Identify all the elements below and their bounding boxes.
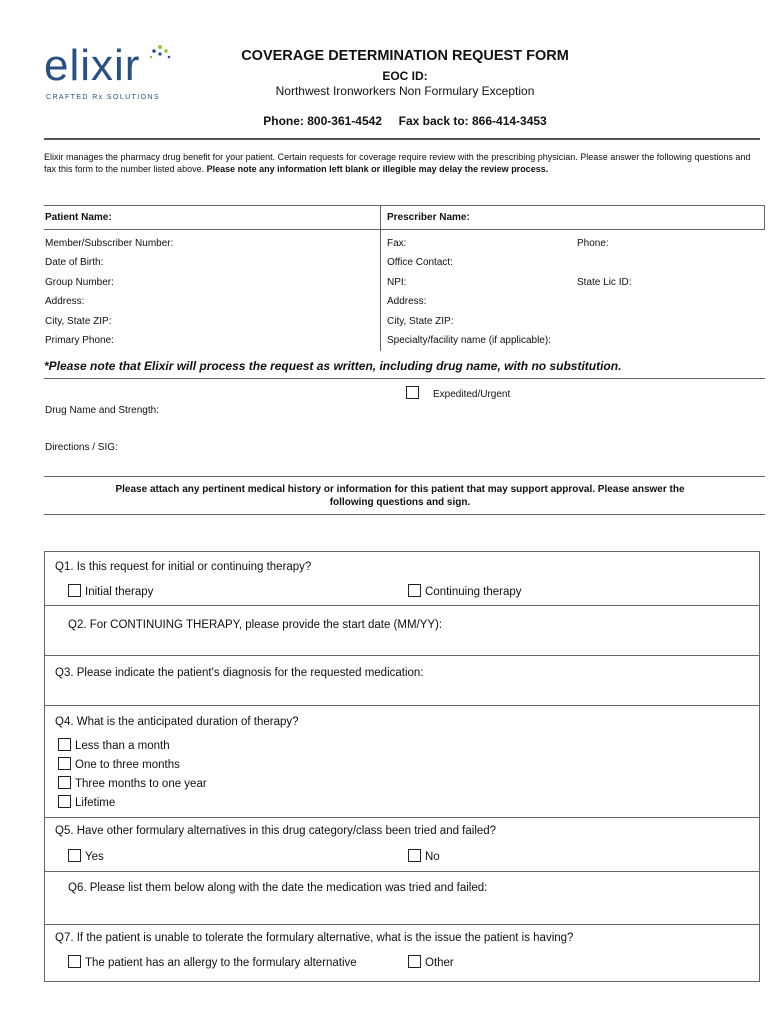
q6-rule <box>44 924 760 925</box>
q4-label-less-month: Less than a month <box>75 740 170 752</box>
attach-bottom-rule <box>44 514 765 515</box>
q5-yes-option[interactable] <box>68 849 104 863</box>
attach-instructions <box>60 483 740 509</box>
table-column-divider <box>380 205 381 351</box>
intro-text <box>44 151 756 175</box>
drug-bottom-rule <box>44 476 765 477</box>
drug-name-label: Drug Name and Strength: <box>45 405 159 416</box>
q4-option-three-year[interactable] <box>58 776 207 790</box>
q1-text: Q1. Is this request for initial or continuing therapy? <box>55 561 312 573</box>
note-rule <box>44 378 765 379</box>
attach-line-2: following questions and sign. <box>329 497 471 508</box>
q1-rule <box>44 605 760 606</box>
prescriber-city-label: City, State ZIP: <box>387 316 454 327</box>
state-lic-label: State Lic ID: <box>577 277 632 288</box>
q5-no-option[interactable] <box>408 849 440 863</box>
table-top-rule <box>44 205 765 206</box>
q4-label-lifetime: Lifetime <box>75 797 116 809</box>
q4-option-one-three[interactable] <box>58 757 180 771</box>
form-title: COVERAGE DETERMINATION REQUEST FORM <box>241 48 569 64</box>
q1-continuing-label: Continuing therapy <box>425 586 522 598</box>
q3-rule <box>44 705 760 706</box>
q5-text: Q5. Have other formulary alternatives in this drug category/class been tried and failed? <box>55 825 497 837</box>
patient-address-label: Address: <box>45 296 85 307</box>
table-right-edge <box>764 205 765 229</box>
group-number-label: Group Number: <box>45 277 114 288</box>
eoc-id-label: EOC ID: <box>382 69 428 83</box>
q4-checkbox-three-year[interactable] <box>58 776 71 789</box>
q7-allergy-label: The patient has an allergy to the formulary alternative <box>85 957 357 969</box>
q1-initial-label: Initial therapy <box>85 586 154 598</box>
q2-rule <box>44 655 760 656</box>
phone-fax-line: Phone: 800-361-4542 Fax back to: 866-414-3453 <box>263 114 547 128</box>
q7-allergy-checkbox[interactable] <box>68 955 81 968</box>
q1-continuing-checkbox[interactable] <box>408 584 421 597</box>
q4-checkbox-lifetime[interactable] <box>58 795 71 808</box>
elixir-logo <box>44 41 174 106</box>
q4-text: Q4. What is the anticipated duration of therapy? <box>55 716 299 728</box>
logo-tagline: CRAFTED Rx SOLUTIONS <box>46 94 160 101</box>
patient-city-label: City, State ZIP: <box>45 316 112 327</box>
substitution-note: *Please note that Elixir will process the request as written, including drug name, with no substitution. <box>44 359 622 373</box>
intro-body: Elixir manages the pharmacy drug benefit for your patient. Certain requests for coverage require review with the prescribing physician. Please answer the following questions and fax this form to the number listed above. <box>44 152 751 174</box>
q4-checkbox-less-month[interactable] <box>58 738 71 751</box>
attach-line-1: Please attach any pertinent medical history or information for this patient that may support approval. Please answer the <box>115 484 685 495</box>
q4-option-lifetime[interactable] <box>58 795 115 809</box>
q4-rule <box>44 817 760 818</box>
patient-name-label: Patient Name: <box>45 212 112 223</box>
plan-name: Northwest Ironworkers Non Formulary Exception <box>275 84 535 98</box>
prescriber-phone-label: Phone: <box>577 238 609 249</box>
q5-no-checkbox[interactable] <box>408 849 421 862</box>
prescriber-name-label: Prescriber Name: <box>387 212 470 223</box>
q2-text: Q2. For CONTINUING THERAPY, please provide the start date (MM/YY): <box>68 619 443 631</box>
q5-no-label: No <box>425 851 440 863</box>
q1-initial-checkbox[interactable] <box>68 584 81 597</box>
q7-other-option[interactable] <box>408 955 454 969</box>
header-divider <box>44 138 760 140</box>
directions-label: Directions / SIG: <box>45 442 118 453</box>
expedited-option[interactable] <box>406 386 510 400</box>
q4-option-less-month[interactable] <box>58 738 170 752</box>
q5-yes-checkbox[interactable] <box>68 849 81 862</box>
office-contact-label: Office Contact: <box>387 257 453 268</box>
prescriber-address-label: Address: <box>387 296 427 307</box>
table-header-rule <box>44 229 765 230</box>
member-number-label: Member/Subscriber Number: <box>45 238 174 249</box>
q6-text: Q6. Please list them below along with the date the medication was tried and failed: <box>68 882 488 894</box>
q7-other-checkbox[interactable] <box>408 955 421 968</box>
q7-allergy-option[interactable] <box>68 955 357 969</box>
intro-warning: Please note any information left blank or illegible may delay the review process. <box>206 164 549 174</box>
primary-phone-label: Primary Phone: <box>45 335 114 346</box>
q1-continuing-option[interactable] <box>408 584 522 598</box>
q1-initial-option[interactable] <box>68 584 153 598</box>
prescriber-fax-label: Fax: <box>387 238 407 249</box>
expedited-checkbox[interactable] <box>406 386 419 399</box>
q4-label-three-year: Three months to one year <box>75 778 207 790</box>
specialty-label: Specialty/facility name (if applicable): <box>387 335 551 346</box>
q4-label-one-three: One to three months <box>75 759 180 771</box>
logo-dots-icon <box>148 44 172 66</box>
expedited-label: Expedited/Urgent <box>433 389 511 400</box>
dob-label: Date of Birth: <box>45 257 104 268</box>
q5-yes-label: Yes <box>85 851 104 863</box>
q4-checkbox-one-three[interactable] <box>58 757 71 770</box>
q7-text: Q7. If the patient is unable to tolerate the formulary alternative, what is the issue the patient is having? <box>55 932 574 944</box>
q5-rule <box>44 871 760 872</box>
q3-text: Q3. Please indicate the patient's diagnosis for the requested medication: <box>55 667 424 679</box>
npi-label: NPI: <box>387 277 407 288</box>
logo-wordmark: elixir <box>44 41 141 90</box>
q7-other-label: Other <box>425 957 454 969</box>
